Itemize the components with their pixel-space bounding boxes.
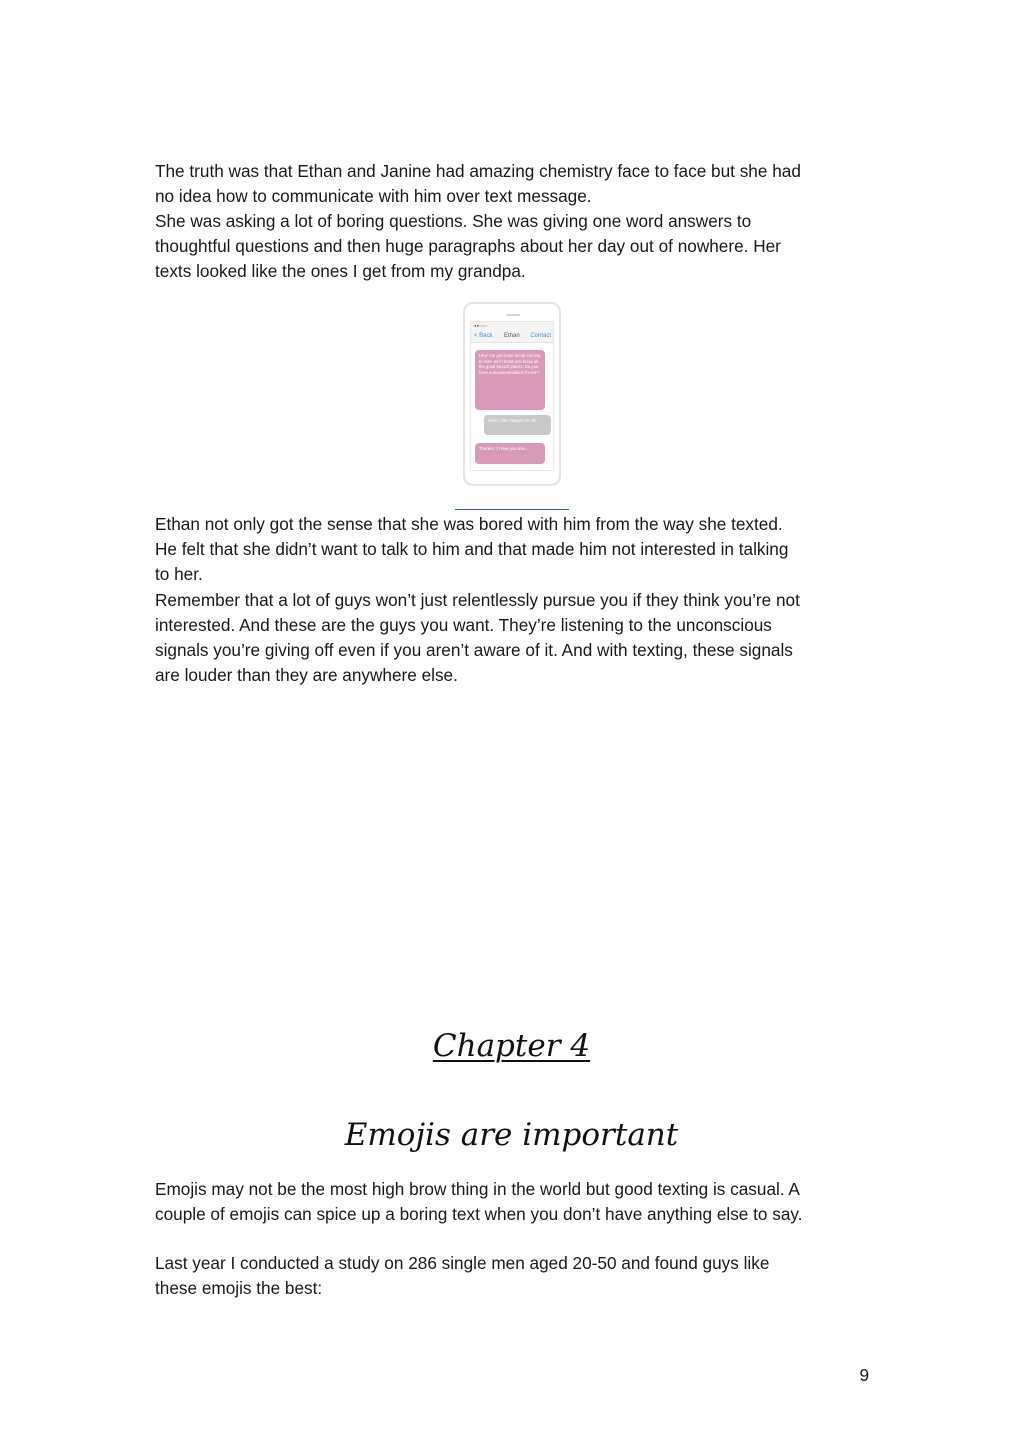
contact-link: Contact: [530, 333, 551, 339]
back-link: < Back: [474, 333, 493, 339]
paragraph-ethan-bored: Ethan not only got the sense that she was bored with him from the way she texted. He felt that she didn’t want to talk to him and that made him not interested in talking to her.: [155, 514, 789, 584]
chapter-heading: Chapter 4: [432, 1028, 591, 1064]
phone-speaker: [506, 314, 520, 316]
contact-name: Ethan: [504, 333, 520, 339]
phone-nav-bar: [471, 330, 553, 343]
message-bubble-received: Thanks! :) I owe you one...: [475, 443, 545, 464]
image-link-underline[interactable]: [455, 509, 569, 510]
message-bubble-received: Hey! I've got some family coming to town and I know you know all the good brunch places. Do you have a recommendation for me?: [475, 350, 545, 410]
paragraph-chemistry: The truth was that Ethan and Janine had amazing chemistry face to face but she had no idea how to communicate with him over text message.: [155, 161, 801, 206]
paragraph-study: Last year I conducted a study on 286 single men aged 20-50 and found guys like these emojis the best:: [155, 1253, 770, 1298]
phone-screen: [470, 321, 554, 471]
paragraph-remember: Remember that a lot of guys won’t just relentlessly pursue you if they think you’re not interested. And these are the guys you want. They’re listening to the unconscious signals you’re giving off even if you aren’t aware of it. And with texting, these signals are louder than they are anywhere else.: [155, 590, 800, 685]
page-number: 9: [859, 1365, 869, 1385]
paragraph-emojis-casual: Emojis may not be the most high brow thing in the world but good texting is casual. A couple of emojis can spice up a boring text when you don’t have anything else to say.: [155, 1179, 803, 1224]
chapter-subheading: Emojis are important: [344, 1117, 679, 1153]
signal-dots-icon: ●●○○○: [474, 323, 488, 328]
phone-status-bar: [471, 322, 553, 330]
phone-illustration: [463, 302, 561, 486]
paragraph-boring-questions: She was asking a lot of boring questions. She was giving one word answers to thoughtful questions and then huge paragraphs about her day out of nowhere. Her texts looked like the ones I get from my grandpa.: [155, 211, 781, 281]
message-bubble-sent: Hello, I like Tanya's on 4th: [484, 415, 551, 435]
